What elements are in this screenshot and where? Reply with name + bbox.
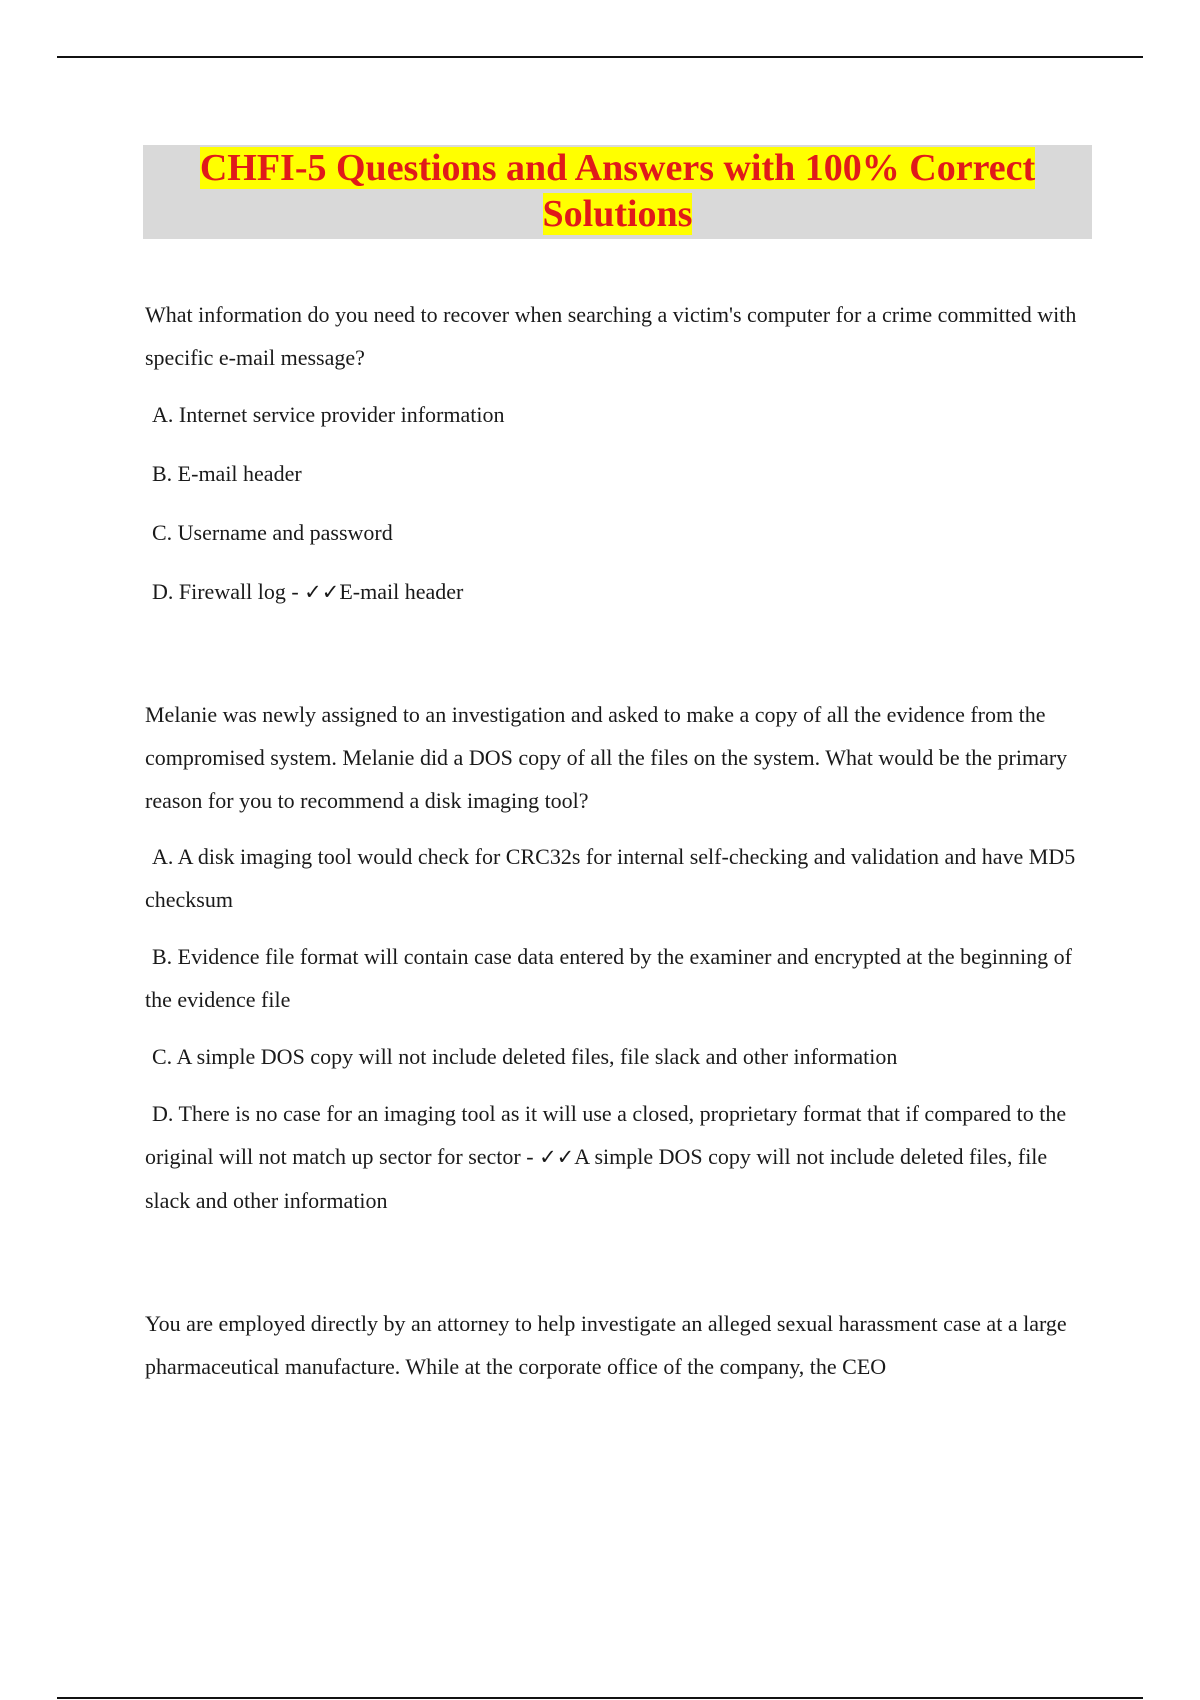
document-body bbox=[145, 293, 1080, 1388]
document-title-line-1: CHFI-5 Questions and Answers with 100% Correct bbox=[199, 147, 1036, 189]
footer-rule bbox=[57, 1697, 1143, 1699]
option-a: A. Internet service provider information bbox=[152, 402, 505, 427]
answer-check-icon: ✓✓ bbox=[539, 1145, 575, 1169]
option-d bbox=[145, 570, 1080, 614]
option-b: B. Evidence file format will contain case data entered by the examiner and encrypted at the beginning of the evidence file bbox=[145, 944, 1072, 1012]
question-text: What information do you need to recover when searching a victim's computer for a crime committed with specific e-mail message? bbox=[145, 302, 1077, 370]
option-d-text: D. There is no case for an imaging tool as it will use a closed, proprietary format that if compared to the original will not match up sector for sector - bbox=[145, 1101, 1067, 1169]
option-c: C. A simple DOS copy will not include deleted files, file slack and other information bbox=[152, 1044, 898, 1069]
option-d-text: D. Firewall log - bbox=[152, 579, 299, 604]
option-a: A. A disk imaging tool would check for CRC32s for internal self-checking and validation and have MD5 checksum bbox=[145, 844, 1076, 912]
answer-text: E-mail header bbox=[339, 579, 464, 604]
header-rule bbox=[57, 56, 1143, 58]
answer-text: A simple DOS copy will not include deleted files, file slack and other information bbox=[145, 1144, 1048, 1213]
question-block-3 bbox=[145, 1302, 1080, 1388]
document-title-box bbox=[143, 145, 1092, 239]
document-title-line-2: Solutions bbox=[542, 193, 693, 235]
question-text: Melanie was newly assigned to an investigation and asked to make a copy of all the evidence from the compromised system. Melanie did a DOS copy of all the files on the system. What would be the primary reason for you to recommend a disk imaging tool? bbox=[145, 702, 1068, 813]
option-c: C. Username and password bbox=[152, 520, 393, 545]
answer-check-icon: ✓✓ bbox=[304, 580, 340, 604]
question-block-2 bbox=[145, 693, 1080, 1222]
option-b: B. E-mail header bbox=[152, 461, 302, 486]
question-block-1 bbox=[145, 293, 1080, 614]
option-d bbox=[145, 1092, 1080, 1222]
question-text: You are employed directly by an attorney to help investigate an alleged sexual harassment case at a large pharmaceutical manufacture. While at the corporate office of the company, the CEO bbox=[145, 1311, 1067, 1379]
